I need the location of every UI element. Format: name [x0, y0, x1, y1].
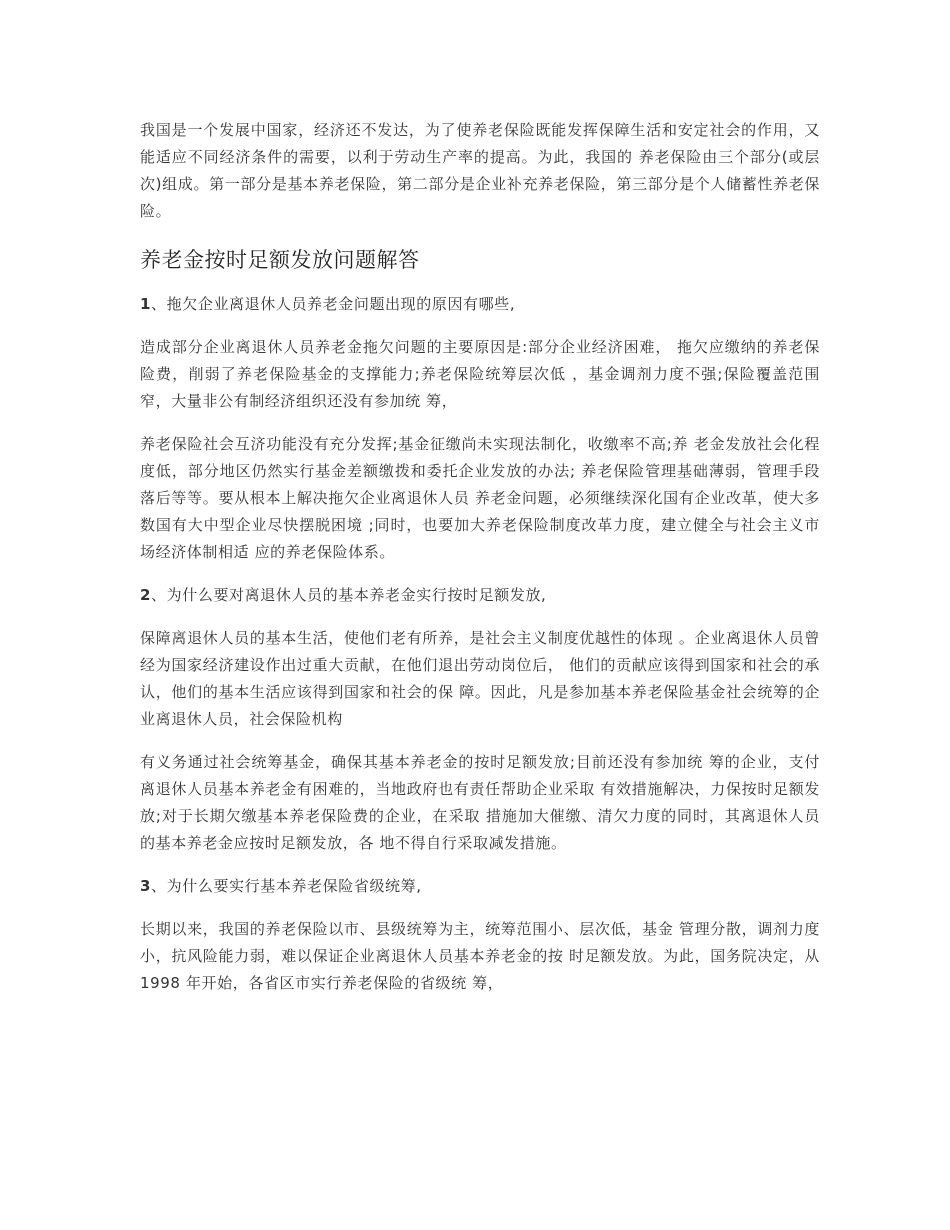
- answer-2-paragraph-1: 保障离退休人员的基本生活，使他们老有所养，是社会主义制度优越性的体现 。企业离退休人员曾经为国家经济建设作出过重大贡献，在他们退出劳动岗位后， 他们的贡献应该得到国家和社会的承认，他们的基本生活应该得到国家和社会的保 障。因此，凡是参加基本养老保险基金社会统筹的企业离退休人员，社会保险机构: [140, 629, 820, 728]
- answer-3-paragraph-1: 长期以来，我国的养老保险以市、县级统筹为主，统筹范围小、层次低，基金 管理分散，调剂力度小，抗风险能力弱，难以保证企业离退休人员基本养老金的按 时足额发放。为此，国务院决定，从 1998 年开始，各省区市实行养老保险的省级统 筹，: [140, 920, 820, 992]
- question-3-text: 、为什么要实行基本养老保险省级统筹,: [151, 877, 422, 895]
- intro-paragraph: 我国是一个发展中国家，经济还不发达，为了使养老保险既能发挥保障生活和安定社会的作用，又能适应不同经济条件的需要，以利于劳动生产率的提高。为此，我国的 养老保险由三个部分(或层次)组成。第一部分是基本养老保险，第二部分是企业补充养老保险，第三部分是个人储蓄性养老保险。: [140, 121, 820, 220]
- section-heading: 养老金按时足额发放问题解答: [140, 248, 420, 272]
- answer-1-paragraph-1: 造成部分企业离退休人员养老金拖欠问题的主要原因是:部分企业经济困难， 拖欠应缴纳的养老保险费，削弱了养老保险基金的支撑能力;养老保险统筹层次低 ，基金调剂力度不强;保险覆盖范围窄，大量非公有制经济组织还没有参加统 筹，: [140, 338, 820, 410]
- answer-2-paragraph-2: 有义务通过社会统筹基金，确保其基本养老金的按时足额发放;目前还没有参加统 筹的企业，支付离退休人员基本养老金有困难的，当地政府也有责任帮助企业采取 有效措施解决，力保按时足额发放;对于长期欠缴基本养老保险费的企业，在采取 措施加大催缴、清欠力度的同时，其离退休人员的基本养老金应按时足额发放，各 地不得自行采取减发措施。: [140, 753, 820, 852]
- question-1-number: 1: [140, 295, 152, 313]
- question-2: [140, 582, 820, 609]
- document-page: [140, 117, 820, 1013]
- question-1: [140, 291, 820, 318]
- question-2-number: 2: [140, 586, 152, 604]
- question-1-text: 、拖欠企业离退休人员养老金问题出现的原因有哪些,: [151, 295, 516, 313]
- answer-1-paragraph-2: 养老保险社会互济功能没有充分发挥;基金征缴尚未实现法制化，收缴率不高;养 老金发放社会化程度低，部分地区仍然实行基金差额缴拨和委托企业发放的办法; 养老保险管理基础薄弱，管理手段落后等等。要从根本上解决拖欠企业离退休人员 养老金问题，必须继续深化国有企业改革，使大多数国有大中型企业尽快摆脱困境 ;同时，也要加大养老保险制度改革力度，建立健全与社会主义市场经济体制相适 应的养老保险体系。: [140, 435, 820, 561]
- question-3-number: 3: [140, 877, 152, 895]
- question-2-text: 、为什么要对离退休人员的基本养老金实行按时足额发放,: [151, 586, 547, 604]
- question-3: [140, 873, 820, 900]
